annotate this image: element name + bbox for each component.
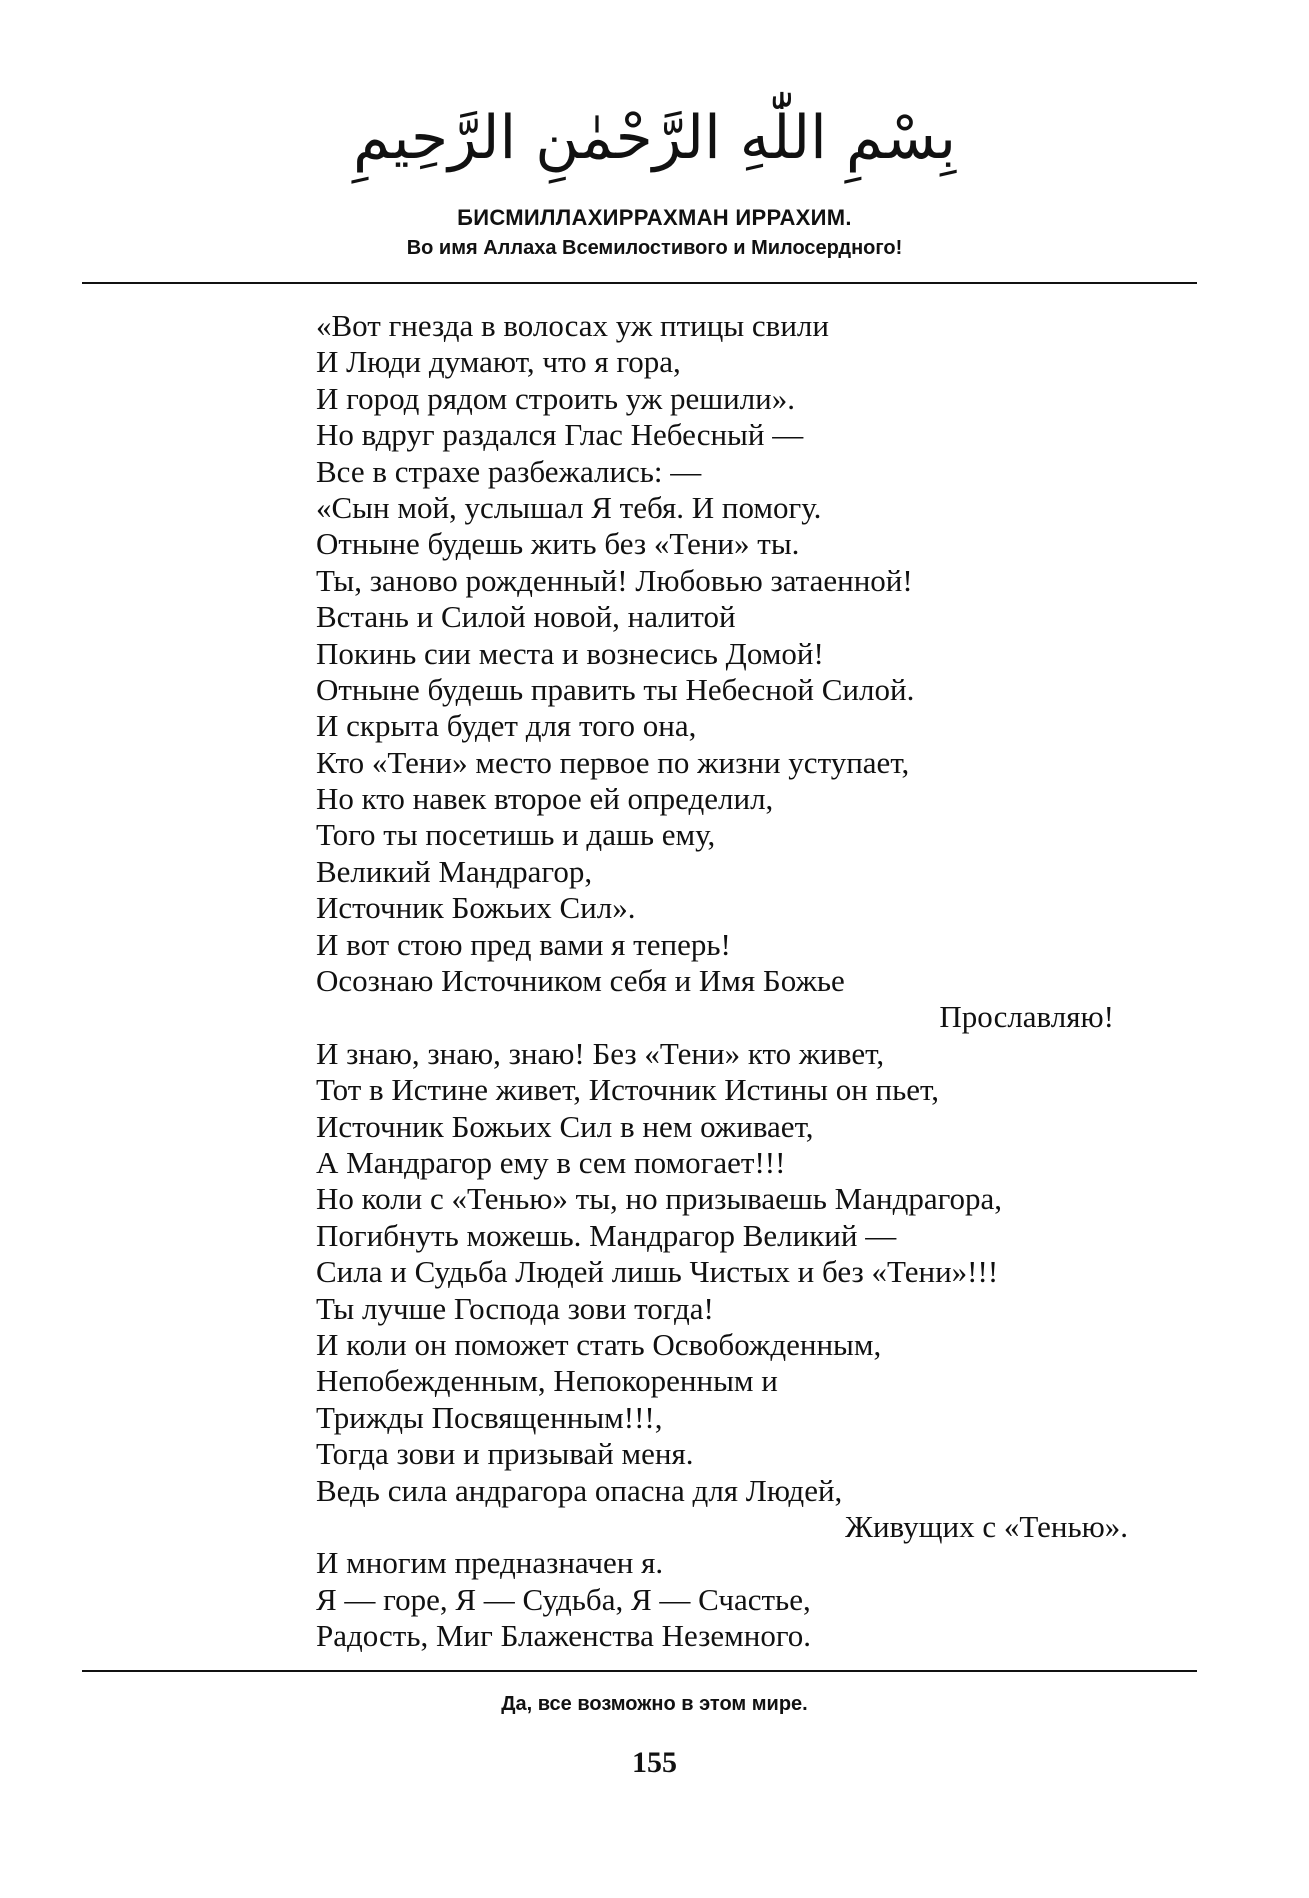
bottom-divider	[82, 1670, 1197, 1672]
poem-line: И многим предназначен я.	[316, 1545, 664, 1581]
poem-line: Ведь сила андрагора опасна для Людей,	[316, 1472, 843, 1508]
poem-line: И Люди думают, что я гора,	[316, 344, 681, 380]
poem-line: Радость, Миг Блаженства Неземного.	[316, 1618, 812, 1654]
poem-line: Встань и Силой новой, налитой	[316, 599, 736, 635]
poem-line: А Мандрагор ему в сем помогает!!!	[316, 1144, 786, 1180]
poem-line: Но вдруг раздался Глас Небесный —	[316, 417, 804, 453]
poem-line: И скрыта будет для того она,	[316, 708, 697, 744]
poem-line: И знаю, знаю, знаю! Без «Тени» кто живет,	[316, 1035, 885, 1071]
poem-line: Я — горе, Я — Судьба, Я — Счастье,	[316, 1581, 811, 1617]
poem-line: Сила и Судьба Людей лишь Чистых и без «Тени»!!!	[316, 1254, 999, 1290]
poem-line: Но коли с «Тенью» ты, но призываешь Мандрагора,	[316, 1181, 1003, 1217]
poem-text	[316, 308, 1128, 1654]
poem-line: «Вот гнезда в волосах уж птицы свили	[316, 308, 829, 343]
page-number: 155	[632, 1746, 677, 1779]
poem-line: Источник Божьих Сил в нем оживает,	[316, 1108, 814, 1144]
poem-line: «Сын мой, услышал Я тебя. И помогу.	[316, 489, 822, 525]
poem-line: Тогда зови и призывай меня.	[316, 1436, 694, 1472]
header-title: БИСМИЛЛАХИРРАХМАН ИРРАХИМ.	[457, 205, 852, 230]
poem-line: Источник Божьих Сил».	[316, 890, 636, 926]
poem-line: И вот стою пред вами я теперь!	[316, 926, 731, 962]
poem-line-indented: Прославляю!	[939, 999, 1114, 1035]
poem-line: Погибнуть можешь. Мандрагор Великий —	[316, 1217, 897, 1253]
poem-line: Все в страхе разбежались: —	[316, 453, 702, 489]
poem-line: Осознаю Источником себя и Имя Божье	[316, 963, 845, 999]
poem-line: Покинь сии места и вознесись Домой!	[316, 635, 824, 671]
poem-line: Трижды Посвященным!!!,	[316, 1399, 663, 1435]
poem-line: Ты лучше Господа зови тогда!	[316, 1290, 714, 1326]
poem-line: Тот в Истине живет, Источник Истины он пьет,	[316, 1072, 940, 1108]
poem-line: И город рядом строить уж решили».	[316, 380, 796, 416]
bismillah-calligraphy: بِسْمِ اللّٰهِ الرَّحْمٰنِ الرَّحِيمِ	[352, 103, 957, 173]
poem-line: Непобежденным, Непокоренным и	[316, 1363, 778, 1399]
poem-line: Отныне будешь жить без «Тени» ты.	[316, 526, 800, 562]
poem-line-indented: Живущих с «Тенью».	[845, 1508, 1128, 1544]
poem-line: Но кто навек второе ей определил,	[316, 781, 774, 817]
running-footer: Да, все возможно в этом мире.	[501, 1693, 808, 1715]
poem-line: Кто «Тени» место первое по жизни уступает,	[316, 744, 910, 780]
poem-line: И коли он поможет стать Освобожденным,	[316, 1326, 882, 1362]
poem-line: Отныне будешь править ты Небесной Силой.	[316, 671, 915, 707]
poem-line: Великий Мандрагор,	[316, 853, 593, 889]
top-divider	[82, 282, 1197, 284]
header-subtitle: Во имя Аллаха Всемилостивого и Милосердного!	[406, 237, 903, 259]
poem-line: Того ты посетишь и дашь ему,	[316, 817, 716, 853]
poem-line: Ты, заново рожденный! Любовью затаенной!	[316, 562, 913, 598]
